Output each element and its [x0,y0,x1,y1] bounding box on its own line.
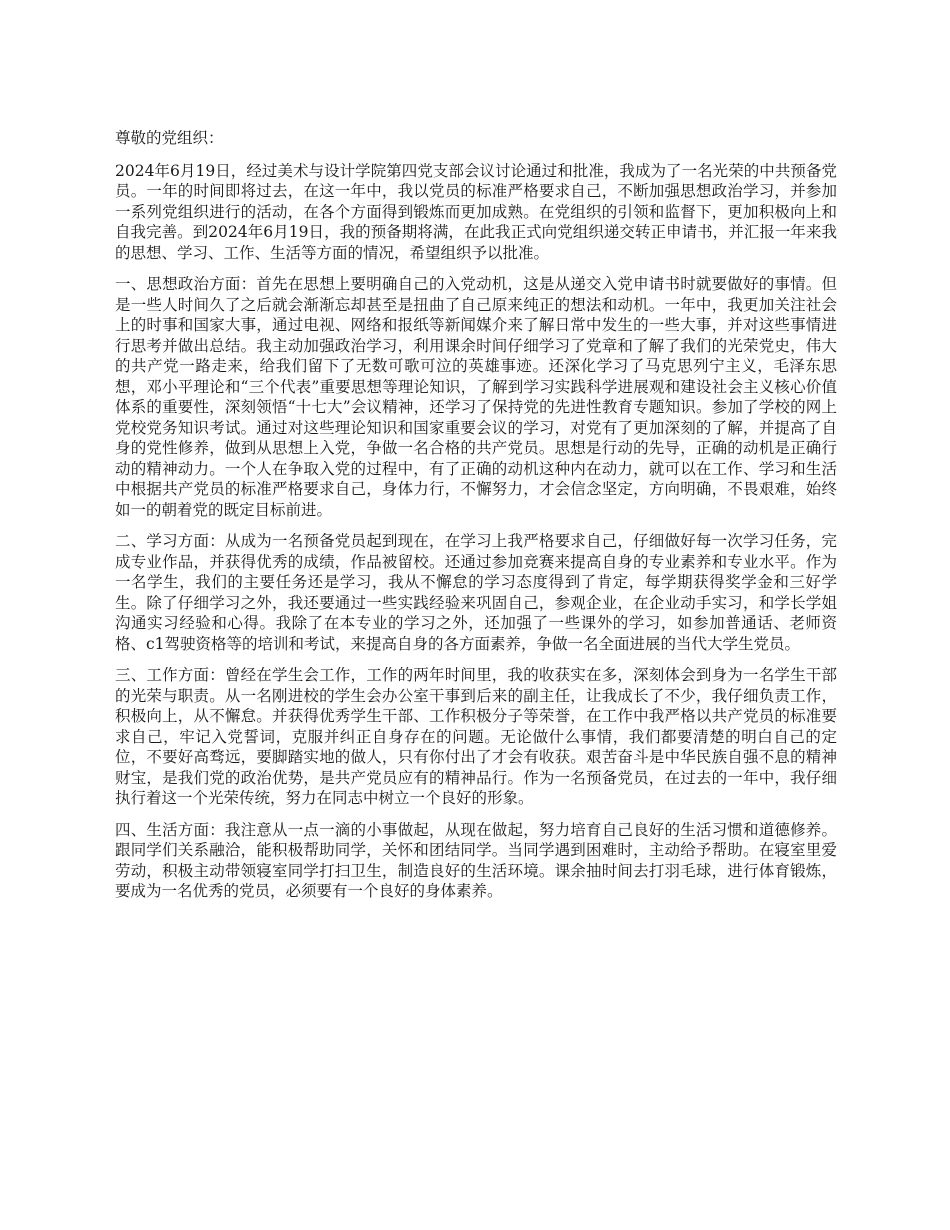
paragraph-ideology: 一、思想政治方面：首先在思想上要明确自己的入党动机，这是从递交入党申请书时就要做好的事情。但是一些人时间久了之后就会渐渐忘却甚至是扭曲了自己原来纯正的想法和动机。一年中，我更加关注社会上的时事和国家大事，通过电视、网络和报纸等新闻媒介来了解日常中发生的一些大事，并对这些事情进行思考并做出总结。我主动加强政治学习，利用课余时间仔细学习了党章和了解了我们的光荣党史，伟大的共产党一路走来，给我们留下了无数可歌可泣的英雄事迹。还深化学习了马克思列宁主义，毛泽东思想，邓小平理论和“三个代表”重要思想等理论知识，了解到学习实践科学进展观和建设社会主义核心价值体系的重要性，深刻领悟“十七大”会议精神，还学习了保持党的先进性教育专题知识。参加了学校的网上党校党务知识考试。通过对这些理论知识和国家重要会议的学习，对党有了更加深刻的了解，并提高了自身的党性修养，做到从思想上入党，争做一名合格的共产党员。思想是行动的先导，正确的动机是正确行动的精神动力。一个人在争取入党的过程中，有了正确的动机这种内在动力，就可以在工作、学习和生活中根据共产党员的标准严格要求自己，身体力行，不懈努力，才会信念坚定，方向明确，不畏艰难，始终如一的朝着党的既定目标前进。 [115,275,837,519]
paragraph-study: 二、学习方面：从成为一名预备党员起到现在，在学习上我严格要求自己，仔细做好每一次学习任务，完成专业作品，并获得优秀的成绩，作品被留校。还通过参加竞赛来提高自身的专业素养和专业水平。作为一名学生，我们的主要任务还是学习，我从不懈怠的学习态度得到了肯定，每学期获得奖学金和三好学生。除了仔细学习之外，我还要通过一些实践经验来巩固自己，参观企业，在企业动手实习，和学长学姐沟通实习经验和心得。我除了在本专业的学习之外，还加强了一些课外的学习，如参加普通话、老师资格、c1驾驶资格等的培训和考试，来提高自身的各方面素养，争做一名全面进展的当代大学生党员。 [115,532,837,653]
paragraph-life: 四、生活方面：我注意从一点一滴的小事做起，从现在做起，努力培育自己良好的生活习惯和道德修养。跟同学们关系融洽，能积极帮助同学，关怀和团结同学。当同学遇到困难时，主动给予帮助。在寝室里爱劳动，积极主动带领寝室同学打扫卫生，制造良好的生活环境。课余抽时间去打羽毛球，进行体育锻炼，要成为一名优秀的党员，必须要有一个良好的身体素养。 [115,820,837,900]
paragraph-intro: 2024年6月19日，经过美术与设计学院第四党支部会议讨论通过和批准，我成为了一名光荣的中共预备党员。一年的时间即将过去，在这一年中，我以党员的标准严格要求自己，不断加强思想政治学习，并参加一系列党组织进行的活动，在各个方面得到锻炼而更加成熟。在党组织的引领和监督下，更加积极向上和自我完善。到2024年6月19日，我的预备期将满，在此我正式向党组织递交转正申请书，并汇报一年来我的思想、学习、工作、生活等方面的情况，希望组织予以批准。 [115,161,837,262]
document-page [115,118,837,913]
paragraph-work: 三、工作方面：曾经在学生会工作，工作的两年时间里，我的收获实在多，深刻体会到身为一名学生干部的光荣与职责。从一名刚进校的学生会办公室干事到后来的副主任，让我成长了不少，我仔细负责工作，积极向上，从不懈怠。并获得优秀学生干部、工作积极分子等荣誉，在工作中我严格以共产党员的标准要求自己，牢记入党誓词，克服并纠正自身存在的问题。无论做什么事情，我们都要清楚的明白自己的定位，不要好高骛远，要脚踏实地的做人，只有你付出了才会有收获。艰苦奋斗是中华民族自强不息的精神财宝，是我们党的政治优势，是共产党员应有的精神品行。作为一名预备党员，在过去的一年中，我仔细执行着这一个光荣传统，努力在同志中树立一个良好的形象。 [115,666,837,807]
salutation: 尊敬的党组织： [115,129,224,147]
